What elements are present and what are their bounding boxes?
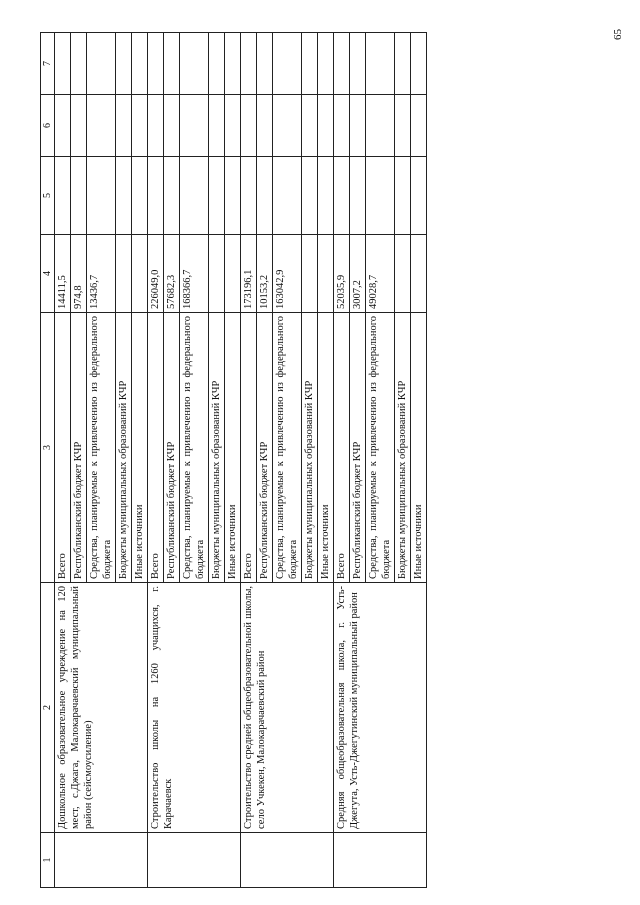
- amount-cell: 13436,7: [87, 235, 116, 313]
- funding-source-cell: Всего: [148, 313, 164, 583]
- amount-cell: 163042,9: [273, 235, 302, 313]
- empty-cell-col-6: [225, 95, 241, 157]
- empty-cell-col-5: [209, 157, 225, 235]
- empty-cell-col-7: [366, 33, 395, 95]
- empty-cell-col-5: [350, 157, 366, 235]
- empty-cell-col-7: [257, 33, 273, 95]
- empty-cell-col-5: [116, 157, 132, 235]
- header-col-1: 1: [41, 833, 55, 888]
- amount-cell: [318, 235, 334, 313]
- empty-cell-col-7: [411, 33, 427, 95]
- empty-cell-col-6: [55, 95, 71, 157]
- header-col-3: 3: [41, 313, 55, 583]
- funding-source-cell: Всего: [241, 313, 257, 583]
- empty-cell-col-7: [318, 33, 334, 95]
- funding-source-cell: Республиканский бюджет КЧР: [257, 313, 273, 583]
- table-body: [55, 33, 427, 888]
- empty-cell-col-6: [241, 95, 257, 157]
- header-row: [41, 33, 55, 888]
- empty-cell-col-5: [148, 157, 164, 235]
- header-col-2: 2: [41, 583, 55, 833]
- funding-table: [40, 32, 427, 888]
- funding-source-cell: Бюджеты муниципальных образований КЧР: [302, 313, 318, 583]
- amount-cell: 49028,7: [366, 235, 395, 313]
- empty-cell-col-5: [411, 157, 427, 235]
- funding-source-cell: Средства, планируемые к привлечению из федерального бюджета: [366, 313, 395, 583]
- amount-cell: [225, 235, 241, 313]
- empty-cell-col-5: [273, 157, 302, 235]
- header-col-5: 5: [41, 157, 55, 235]
- empty-cell-col-5: [71, 157, 87, 235]
- empty-cell-col-6: [148, 95, 164, 157]
- empty-cell-col-7: [225, 33, 241, 95]
- funding-source-cell: Всего: [55, 313, 71, 583]
- empty-cell-col-7: [180, 33, 209, 95]
- funding-source-cell: Иные источники: [411, 313, 427, 583]
- table-row: [55, 33, 71, 888]
- empty-cell-col-7: [164, 33, 180, 95]
- empty-cell-col-6: [209, 95, 225, 157]
- amount-cell: 226049,0: [148, 235, 164, 313]
- empty-cell-col-5: [180, 157, 209, 235]
- header-col-6: 6: [41, 95, 55, 157]
- amount-cell: 14411,5: [55, 235, 71, 313]
- funding-source-cell: Бюджеты муниципальных образований КЧР: [116, 313, 132, 583]
- funding-source-cell: Средства, планируемые к привлечению из федерального бюджета: [180, 313, 209, 583]
- empty-cell-col-6: [116, 95, 132, 157]
- empty-cell-col-5: [164, 157, 180, 235]
- empty-cell-col-5: [395, 157, 411, 235]
- funding-source-cell: Средства, планируемые к привлечению из федерального бюджета: [87, 313, 116, 583]
- empty-cell-col-7: [148, 33, 164, 95]
- project-name-cell: Строительство средней общеобразовательной школы, село Учкекен, Малокарачаевский район: [241, 583, 334, 833]
- empty-cell-col-6: [180, 95, 209, 157]
- table-row: [334, 33, 350, 888]
- row-number-cell: [55, 833, 148, 888]
- row-number-cell: [334, 833, 427, 888]
- empty-cell-col-5: [366, 157, 395, 235]
- row-number-cell: [148, 833, 241, 888]
- amount-cell: [132, 235, 148, 313]
- amount-cell: [116, 235, 132, 313]
- table-row: [148, 33, 164, 888]
- row-number-cell: [241, 833, 334, 888]
- empty-cell-col-5: [257, 157, 273, 235]
- funding-source-cell: Средства, планируемые к привлечению из федерального бюджета: [273, 313, 302, 583]
- empty-cell-col-5: [318, 157, 334, 235]
- empty-cell-col-6: [164, 95, 180, 157]
- empty-cell-col-6: [302, 95, 318, 157]
- amount-cell: [302, 235, 318, 313]
- empty-cell-col-7: [71, 33, 87, 95]
- empty-cell-col-5: [302, 157, 318, 235]
- empty-cell-col-7: [209, 33, 225, 95]
- empty-cell-col-5: [241, 157, 257, 235]
- empty-cell-col-7: [395, 33, 411, 95]
- empty-cell-col-7: [241, 33, 257, 95]
- funding-source-cell: Иные источники: [132, 313, 148, 583]
- amount-cell: 3007,2: [350, 235, 366, 313]
- project-name-cell: Дошкольное образовательное учреждение на 120 мест, с.Джага, Малокарачаевский муниципальный район (сейсмоусиление): [55, 583, 148, 833]
- amount-cell: [395, 235, 411, 313]
- empty-cell-col-6: [71, 95, 87, 157]
- empty-cell-col-6: [132, 95, 148, 157]
- empty-cell-col-6: [350, 95, 366, 157]
- amount-cell: 974,8: [71, 235, 87, 313]
- empty-cell-col-6: [395, 95, 411, 157]
- empty-cell-col-5: [225, 157, 241, 235]
- empty-cell-col-7: [350, 33, 366, 95]
- funding-source-cell: Всего: [334, 313, 350, 583]
- funding-source-cell: Республиканский бюджет КЧР: [71, 313, 87, 583]
- header-col-4: 4: [41, 235, 55, 313]
- amount-cell: 168366,7: [180, 235, 209, 313]
- table-row: [241, 33, 257, 888]
- empty-cell-col-7: [302, 33, 318, 95]
- empty-cell-col-5: [132, 157, 148, 235]
- empty-cell-col-7: [273, 33, 302, 95]
- empty-cell-col-6: [318, 95, 334, 157]
- funding-source-cell: Бюджеты муниципальных образований КЧР: [209, 313, 225, 583]
- empty-cell-col-6: [87, 95, 116, 157]
- amount-cell: [209, 235, 225, 313]
- empty-cell-col-5: [334, 157, 350, 235]
- funding-source-cell: Иные источники: [318, 313, 334, 583]
- project-name-cell: Строительство школы на 1260 учащихся, г. Карачаевск: [148, 583, 241, 833]
- empty-cell-col-6: [366, 95, 395, 157]
- header-col-7: 7: [41, 33, 55, 95]
- empty-cell-col-6: [257, 95, 273, 157]
- amount-cell: 173196,1: [241, 235, 257, 313]
- empty-cell-col-7: [116, 33, 132, 95]
- funding-source-cell: Республиканский бюджет КЧР: [350, 313, 366, 583]
- amount-cell: 10153,2: [257, 235, 273, 313]
- empty-cell-col-7: [334, 33, 350, 95]
- amount-cell: 57682,3: [164, 235, 180, 313]
- page-number: 65: [612, 29, 624, 40]
- empty-cell-col-6: [273, 95, 302, 157]
- empty-cell-col-5: [55, 157, 71, 235]
- funding-source-cell: Республиканский бюджет КЧР: [164, 313, 180, 583]
- funding-source-cell: Иные источники: [225, 313, 241, 583]
- amount-cell: 52035,9: [334, 235, 350, 313]
- empty-cell-col-7: [55, 33, 71, 95]
- rotated-table-page: [40, 33, 620, 888]
- empty-cell-col-6: [411, 95, 427, 157]
- funding-source-cell: Бюджеты муниципальных образований КЧР: [395, 313, 411, 583]
- amount-cell: [411, 235, 427, 313]
- empty-cell-col-7: [132, 33, 148, 95]
- empty-cell-col-5: [87, 157, 116, 235]
- empty-cell-col-6: [334, 95, 350, 157]
- empty-cell-col-7: [87, 33, 116, 95]
- project-name-cell: Средняя общеобразовательная школа, г. Усть-Джегута, Усть-Джегутинский муниципальный район: [334, 583, 427, 833]
